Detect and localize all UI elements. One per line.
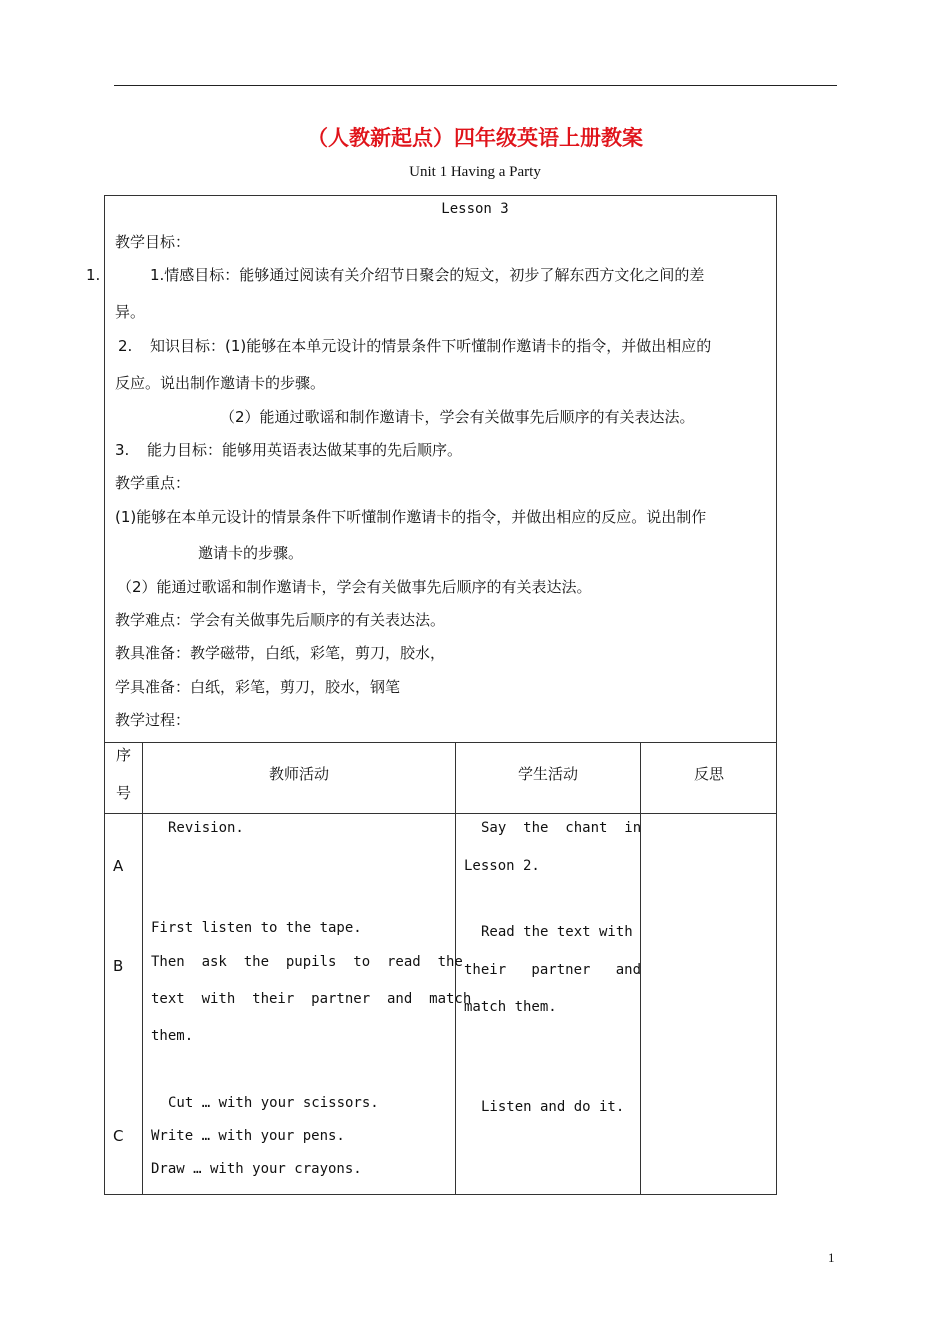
- document-title: （人教新起点）四年级英语上册教案: [307, 126, 643, 150]
- teacher-tools: 教具准备：教学磁带，白纸，彩笔，剪刀，胶水，: [115, 644, 446, 662]
- table-header-top-line: [104, 742, 777, 743]
- row-c-teacher-3: Draw … with your crayons.: [151, 1161, 362, 1177]
- objective-3: 能力目标：能够用英语表达做某事的先后顺序。: [147, 441, 463, 459]
- key-point-1-line-1: (1)能够在本单元设计的情景条件下听懂制作邀请卡的指令，并做出相应的反应。说出制作: [115, 508, 707, 526]
- lesson-label: Lesson 3: [441, 201, 509, 217]
- column-divider-1: [142, 742, 143, 1195]
- row-b-teacher-4: them.: [151, 1028, 194, 1044]
- row-a-label: A: [113, 857, 124, 875]
- row-a-teacher-1: Revision.: [168, 820, 244, 836]
- header-student-activity: 学生活动: [517, 765, 578, 783]
- row-c-student-1: Listen and do it.: [481, 1099, 625, 1115]
- row-b-label: B: [113, 957, 124, 975]
- row-b-student-3: match them.: [464, 999, 557, 1015]
- objective-2-line-2: 反应。说出制作邀请卡的步骤。: [115, 374, 326, 392]
- objective-2-line-3: （2）能通过歌谣和制作邀请卡，学会有关做事先后顺序的有关表达法。: [220, 408, 695, 426]
- row-a-student-2: Lesson 2.: [464, 858, 540, 874]
- objective-2-line-1: 知识目标：(1)能够在本单元设计的情景条件下听懂制作邀请卡的指令，并做出相应的: [150, 337, 712, 355]
- objective-2-number: 2.: [118, 337, 133, 355]
- student-tools: 学具准备：白纸，彩笔，剪刀，胶水，钢笔: [115, 678, 401, 696]
- table-header-bottom-line: [104, 813, 777, 814]
- header-rule: [114, 85, 837, 86]
- page-number: 1: [828, 1250, 835, 1265]
- objectives-heading: 教学目标：: [115, 233, 191, 251]
- key-point-1-line-2: 邀请卡的步骤。: [198, 544, 304, 562]
- difficulty: 教学难点：学会有关做事先后顺序的有关表达法。: [115, 611, 446, 629]
- row-b-teacher-3: text with their partner and match: [151, 991, 472, 1007]
- row-b-teacher-2: Then ask the pupils to read the: [151, 954, 463, 970]
- key-point-2: （2）能通过歌谣和制作邀请卡，学会有关做事先后顺序的有关表达法。: [117, 578, 592, 596]
- header-reflection: 反思: [693, 765, 724, 783]
- row-c-teacher-1: Cut … with your scissors.: [168, 1095, 379, 1111]
- row-b-teacher-1: First listen to the tape.: [151, 920, 362, 936]
- objective-outer-number: 1.: [86, 266, 101, 284]
- row-b-student-1: Read the text with: [481, 924, 633, 940]
- header-num-top: 序: [116, 746, 132, 764]
- objective-3-number: 3.: [115, 441, 130, 459]
- row-c-teacher-2: Write … with your pens.: [151, 1128, 345, 1144]
- header-teacher-activity: 教师活动: [268, 765, 329, 783]
- key-points-heading: 教学重点：: [115, 474, 191, 492]
- header-num-bottom: 号: [116, 784, 132, 802]
- objective-1-line-1: 1.情感目标：能够通过阅读有关介绍节日聚会的短文，初步了解东西方文化之间的差: [150, 266, 705, 284]
- row-a-student-1: Say the chant in: [481, 820, 642, 836]
- objective-1-line-2: 异。: [115, 303, 146, 321]
- row-b-student-2: their partner and: [464, 962, 642, 978]
- unit-subtitle: Unit 1 Having a Party: [409, 164, 541, 180]
- row-c-label: C: [113, 1127, 124, 1145]
- process-heading: 教学过程：: [115, 711, 191, 729]
